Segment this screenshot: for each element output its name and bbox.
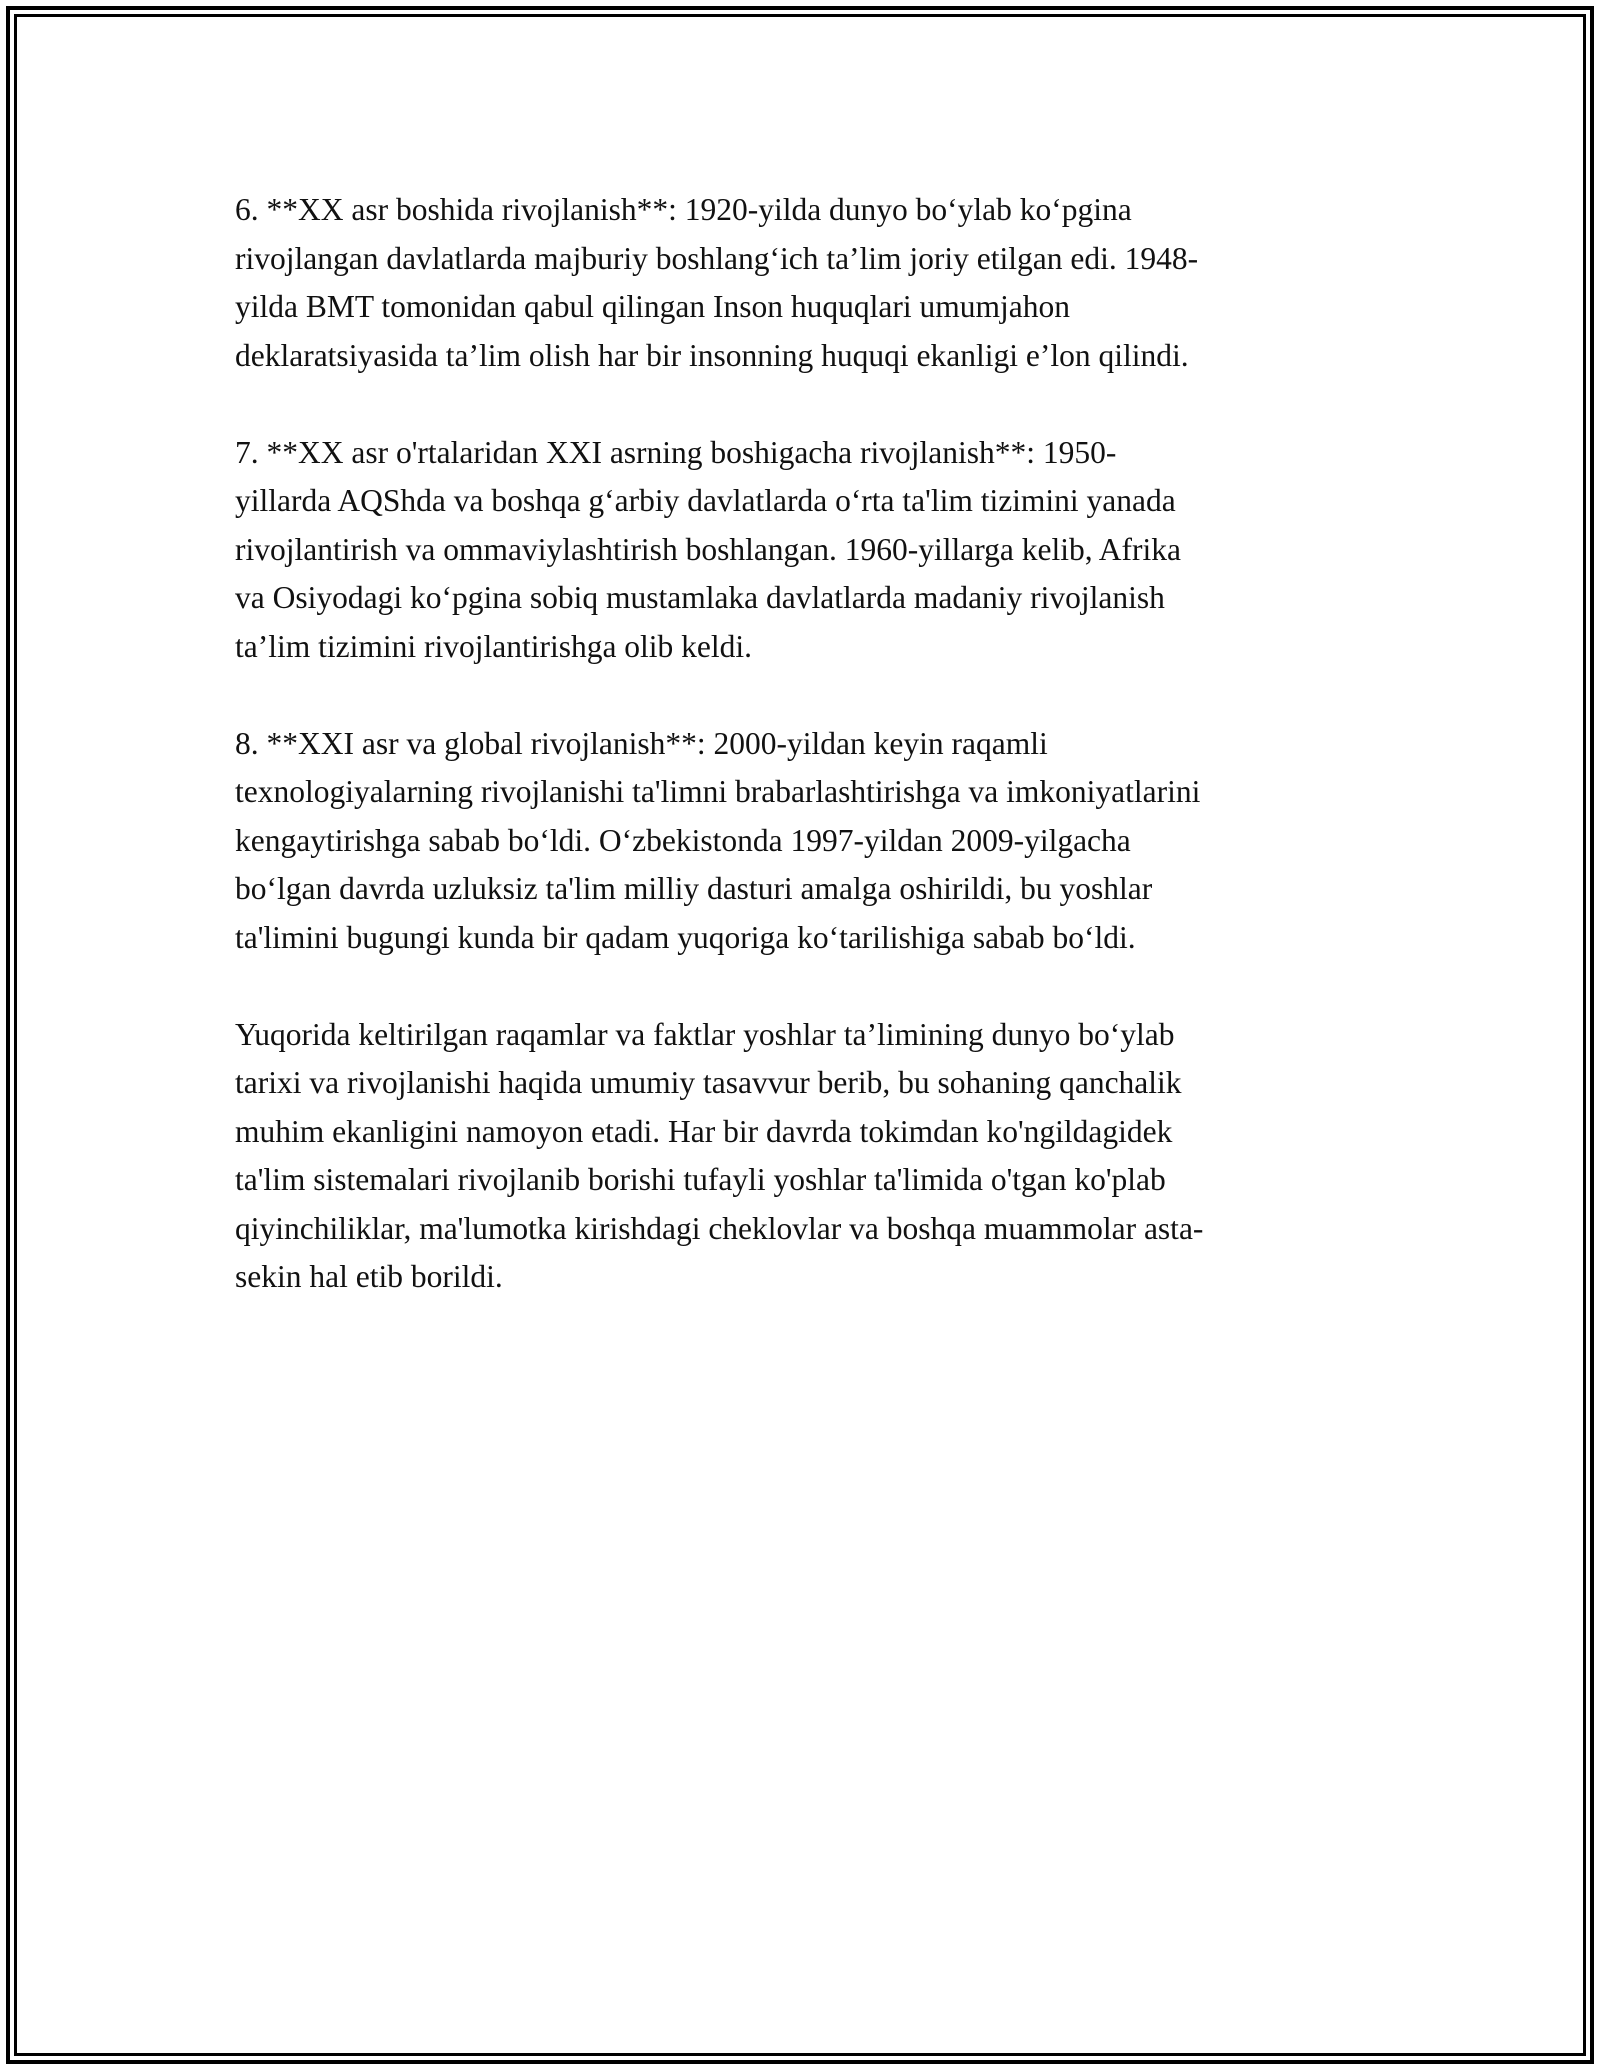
paragraph-line: sekin hal etib borildi. [235, 1259, 503, 1294]
paragraph-line: rivojlangan davlatlarda majburiy boshlang‘ich ta’lim joriy etilgan edi. 1948- [235, 240, 1199, 276]
paragraph-line: texnologiyalarning rivojlanishi ta'limni brabarlashtirishga va imkoniyatlarini [235, 774, 1201, 809]
paragraph-line: bo‘lgan davrda uzluksiz ta'lim milliy dasturi amalga oshirildi, bu yoshlar [235, 871, 1153, 906]
document-body [235, 186, 1370, 1350]
paragraph-line: ta'limini bugungi kunda bir qadam yuqoriga ko‘tarilishiga sabab bo‘ldi. [235, 919, 1136, 955]
paragraph-line: tarixi va rivojlanishi haqida umumiy tasavvur berib, bu sohaning qanchalik [235, 1065, 1182, 1100]
paragraph-section-6 [235, 186, 1370, 380]
paragraph-line: yillarda AQShda va boshqa g‘arbiy davlatlarda o‘rta ta'lim tizimini yanada [235, 483, 1176, 518]
paragraph-line: deklaratsiyasida ta’lim olish har bir insonning huquqi ekanligi e’lon qilindi. [235, 337, 1189, 373]
paragraph-section-8 [235, 720, 1370, 963]
paragraph-line: ta'lim sistemalari rivojlanib borishi tufayli yoshlar ta'limida o'tgan ko'plab [235, 1162, 1166, 1197]
paragraph-line: Yuqorida keltirilgan raqamlar va faktlar yoshlar ta’limining dunyo bo‘ylab [235, 1016, 1175, 1052]
paragraph-line: ta’lim tizimini rivojlantirishga olib keldi. [235, 628, 753, 664]
paragraph-line: qiyinchiliklar, ma'lumotka kirishdagi cheklovlar va boshqa muammolar asta- [235, 1210, 1204, 1246]
paragraph-line: va Osiyodagi ko‘pgina sobiq mustamlaka davlatlarda madaniy rivojlanish [235, 580, 1165, 615]
paragraph-line: 8. **XXI asr va global rivojlanish**: 2000-yildan keyin raqamli [235, 725, 1048, 761]
paragraph-line: 6. **XX asr boshida rivojlanish**: 1920-yilda dunyo bo‘ylab ko‘pgina [235, 192, 1132, 227]
paragraph-line: yilda BMT tomonidan qabul qilingan Inson huquqlari umumjahon [235, 289, 1070, 324]
paragraph-section-7 [235, 429, 1370, 672]
paragraph-conclusion [235, 1011, 1370, 1302]
paragraph-line: 7. **XX asr o'rtalaridan XXI asrning boshigacha rivojlanish**: 1950- [235, 434, 1117, 470]
paragraph-line: rivojlantirish va ommaviylashtirish boshlangan. 1960-yillarga kelib, Afrika [235, 531, 1181, 567]
paragraph-line: muhim ekanligini namoyon etadi. Har bir davrda tokimdan ko'ngildagidek [235, 1113, 1173, 1149]
paragraph-line: kengaytirishga sabab bo‘ldi. O‘zbekistonda 1997-yildan 2009-yilgacha [235, 822, 1131, 858]
